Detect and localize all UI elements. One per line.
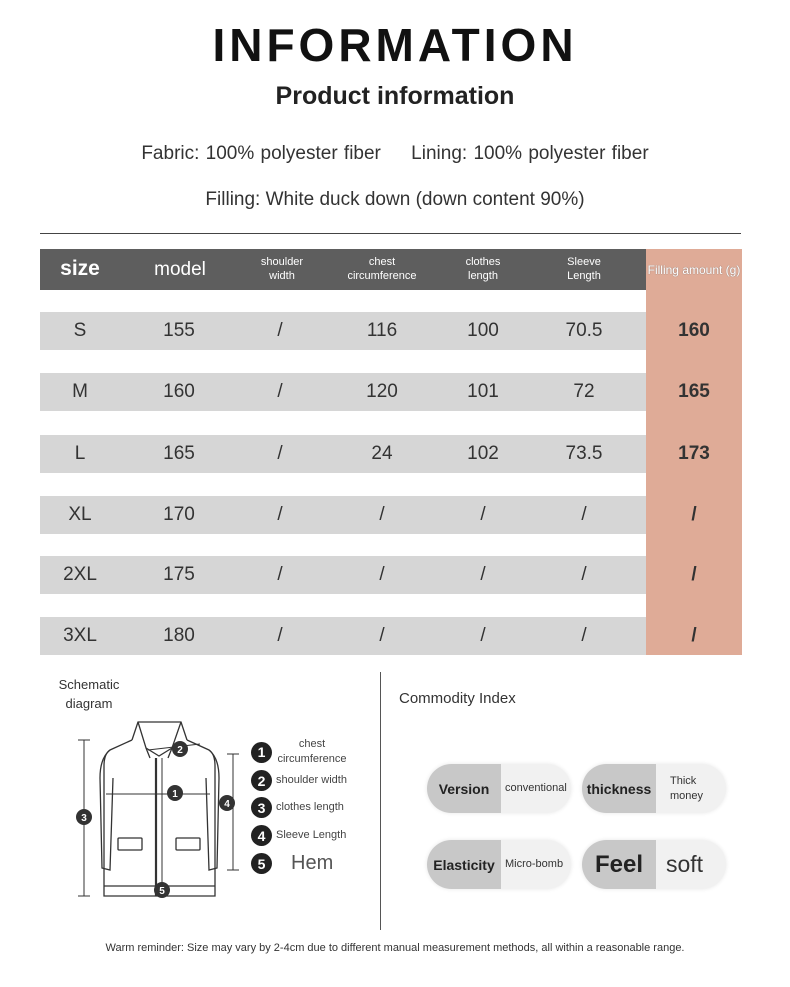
legend-hem — [251, 853, 333, 874]
marker-1: 1 — [172, 789, 178, 800]
cell-filling: / — [691, 625, 697, 646]
legend-number: 3 — [251, 797, 272, 818]
index-version — [427, 764, 571, 813]
cell-filling: 165 — [678, 381, 710, 402]
cell-sleeve: / — [581, 625, 587, 646]
cell-length: / — [480, 625, 486, 646]
cell-size: L — [74, 443, 86, 464]
legend-sleeve — [251, 825, 346, 846]
index-key: thickness — [582, 764, 656, 813]
marker-5: 5 — [159, 886, 165, 897]
cell-filling: / — [691, 564, 697, 585]
cell-chest: / — [379, 504, 385, 525]
cell-length: / — [480, 564, 486, 585]
cell-shoulder: / — [277, 320, 283, 341]
legend-number: 1 — [251, 742, 272, 763]
commodity-index-title: Commodity Index — [399, 690, 516, 707]
index-key: Version — [427, 764, 501, 813]
header-length: clothes length — [465, 255, 501, 282]
cell-sleeve: 72 — [573, 381, 595, 402]
cell-chest: 120 — [366, 381, 398, 402]
table-row — [40, 496, 646, 534]
filling-text: Filling: White duck down (down content 90%) — [205, 189, 585, 210]
cell-sleeve: 73.5 — [565, 443, 603, 464]
material-info — [0, 143, 790, 165]
cell-sleeve: 70.5 — [565, 320, 603, 341]
cell-size: XL — [68, 504, 92, 525]
cell-chest: / — [379, 625, 385, 646]
cell-length: 101 — [467, 381, 499, 402]
legend-label: Sleeve Length — [276, 829, 347, 841]
cell-filling: / — [691, 504, 697, 525]
page-title: INFORMATION — [212, 19, 578, 71]
cell-model: 170 — [163, 504, 195, 525]
header-size: size — [60, 257, 100, 281]
legend-number: 4 — [251, 825, 272, 846]
cell-shoulder: / — [277, 564, 283, 585]
schematic-title: Schematic diagram — [58, 677, 120, 711]
marker-3: 3 — [81, 813, 87, 824]
table-row — [40, 556, 646, 594]
cell-chest: / — [379, 564, 385, 585]
size-table-header — [40, 249, 646, 290]
cell-model: 180 — [163, 625, 195, 646]
cell-shoulder: / — [277, 443, 283, 464]
coat-icon — [70, 718, 245, 903]
table-row — [40, 435, 646, 473]
legend-number: 5 — [251, 853, 272, 874]
lining-text: Lining: 100% polyester fiber — [411, 143, 649, 164]
cell-chest: 24 — [371, 443, 393, 464]
cell-model: 155 — [163, 320, 195, 341]
cell-sleeve: / — [581, 564, 587, 585]
cell-length: / — [480, 504, 486, 525]
cell-filling: 160 — [678, 320, 710, 341]
legend-label: clothes length — [276, 801, 344, 813]
index-feel — [582, 840, 726, 889]
legend-label: shoulder width — [276, 774, 347, 786]
index-elasticity — [427, 840, 571, 889]
table-row — [40, 312, 646, 350]
cell-shoulder: / — [277, 504, 283, 525]
cell-model: 160 — [163, 381, 195, 402]
legend-label: Hem — [291, 852, 334, 874]
cell-size: S — [73, 320, 87, 341]
cell-sleeve: / — [581, 504, 587, 525]
index-thickness — [582, 764, 726, 813]
header-filling: Filling amount (g) — [647, 262, 741, 277]
fabric-text: Fabric: 100% polyester fiber — [141, 143, 381, 164]
cell-chest: 116 — [366, 320, 398, 341]
index-key: Elasticity — [427, 840, 501, 889]
section-subtitle: Product information — [275, 82, 515, 110]
table-row — [40, 373, 646, 411]
index-key: Feel — [582, 840, 656, 889]
warm-reminder: Warm reminder: Size may vary by 2-4cm due to different manual measurement methods, all within a reasonable range. — [105, 942, 685, 954]
cell-length: 102 — [467, 443, 499, 464]
cell-model: 165 — [163, 443, 195, 464]
header-sleeve: Sleeve Length — [567, 255, 601, 282]
legend-length — [251, 797, 344, 818]
index-value: conventional — [505, 782, 567, 794]
table-row — [40, 617, 646, 655]
index-value: Thick money — [670, 774, 704, 802]
section-divider — [380, 672, 381, 930]
legend-chest — [251, 737, 348, 767]
marker-2: 2 — [177, 745, 183, 756]
cell-size: 3XL — [63, 625, 97, 646]
divider — [40, 233, 741, 234]
cell-size: M — [72, 381, 88, 402]
cell-model: 175 — [163, 564, 195, 585]
index-value: soft — [666, 851, 704, 877]
cell-shoulder: / — [277, 381, 283, 402]
header-shoulder: shoulder width — [260, 255, 304, 282]
index-value: Micro-bomb — [505, 858, 564, 870]
legend-shoulder — [251, 770, 347, 791]
header-model: model — [154, 258, 206, 280]
cell-length: 100 — [467, 320, 499, 341]
header-chest: chest circumference — [347, 255, 417, 282]
marker-4: 4 — [224, 799, 230, 810]
cell-filling: 173 — [678, 443, 710, 464]
cell-size: 2XL — [63, 564, 97, 585]
legend-label: chest circumference — [277, 738, 347, 765]
legend-number: 2 — [251, 770, 272, 791]
cell-shoulder: / — [277, 625, 283, 646]
